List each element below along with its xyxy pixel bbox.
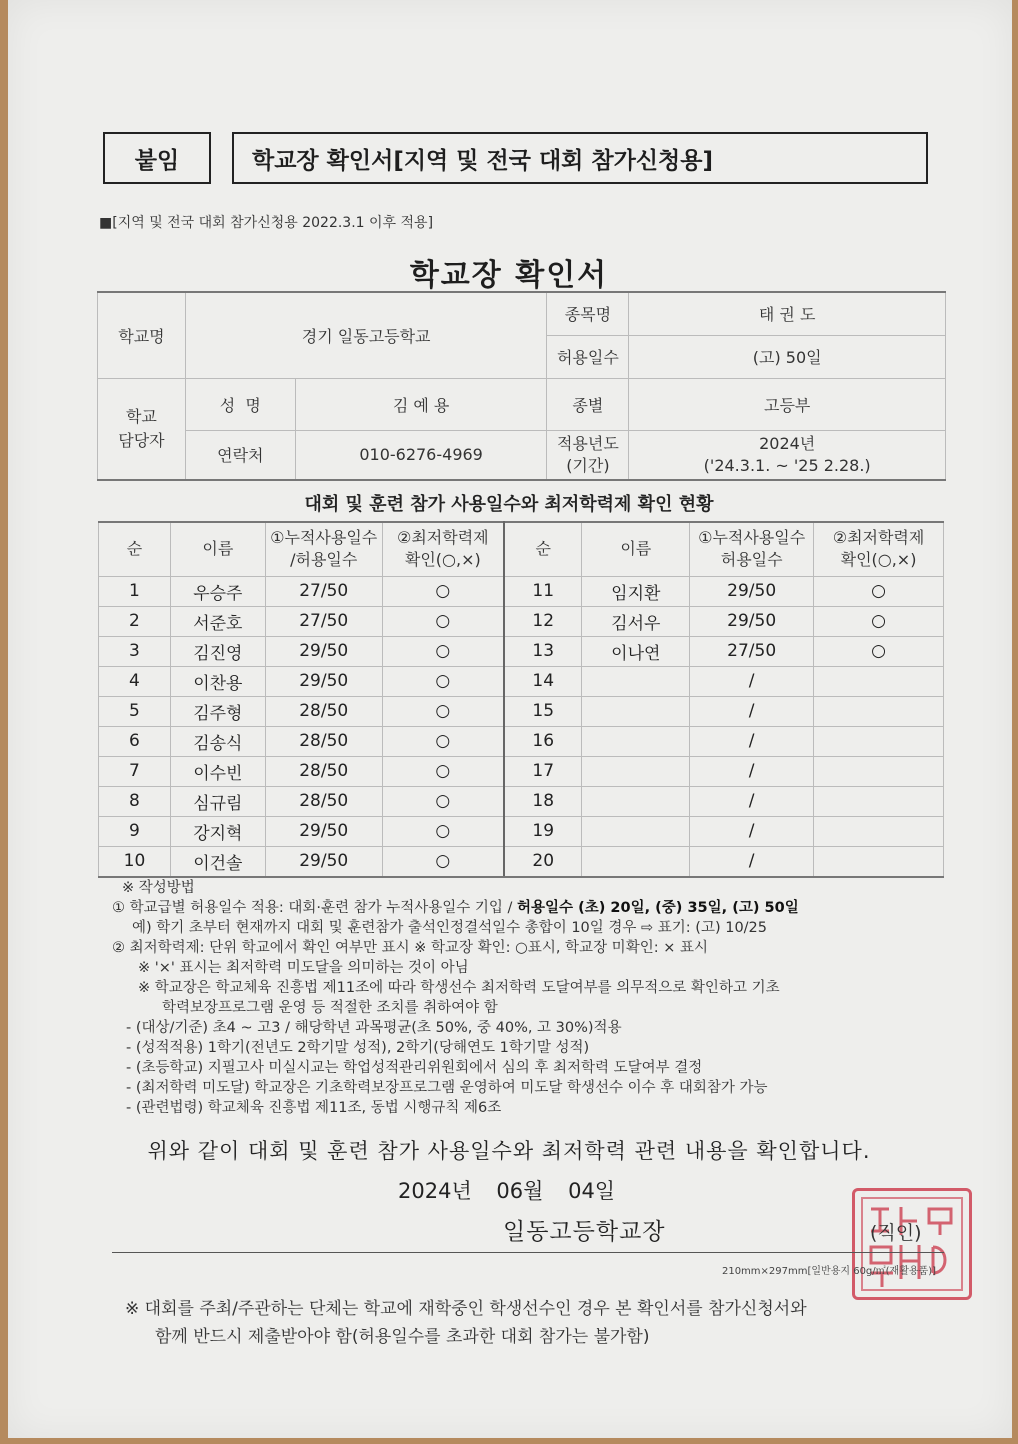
sport-value: 태 권 도: [629, 292, 946, 335]
table-row: [99, 696, 944, 726]
used-days-text: 27/50: [299, 611, 349, 631]
used-days: [265, 756, 382, 786]
row-number: [504, 726, 582, 756]
row-number: [99, 576, 171, 606]
row-number-text: 14: [532, 671, 555, 691]
student-name: [582, 636, 690, 666]
student-name: [582, 816, 690, 846]
detail-1: - (대상/기준) 초4 ~ 고3 / 해당학년 과목평균(초 50%, 중 40%, 고 30%)적용: [126, 1020, 622, 1036]
used-days: [690, 846, 814, 877]
student-name: [170, 816, 265, 846]
notes-heading: ※ 작성방법: [122, 880, 195, 896]
used-days-text: 27/50: [727, 641, 777, 661]
issue-date: 2024년 06월 04일: [398, 1179, 616, 1203]
used-days-text: /: [748, 761, 755, 781]
used-days: [265, 636, 382, 666]
used-days-text: 29/50: [299, 641, 349, 661]
header-no-left: 순: [99, 522, 171, 576]
student-name: [170, 576, 265, 606]
row-number: [504, 756, 582, 786]
min-academic-check: [814, 846, 944, 877]
division-label: 종별: [547, 378, 629, 430]
used-days: [690, 786, 814, 816]
circle-mark-icon: ○: [435, 851, 451, 871]
note-1-example: 예) 학기 초부터 현재까지 대회 및 훈련참가 출석인정결석일수 총합이 10일 경우 ⇨ 표기: (고) 10/25: [132, 920, 768, 936]
submission-footnote: [125, 1295, 807, 1351]
header-days-right: [690, 522, 814, 576]
min-academic-check: [814, 636, 944, 666]
student-name: [170, 726, 265, 756]
row-number: [99, 726, 171, 756]
circle-mark-icon: ○: [435, 791, 451, 811]
table-row: [99, 636, 944, 666]
used-days: [690, 756, 814, 786]
row-number: [99, 696, 171, 726]
contact-label: 연락처: [185, 430, 295, 480]
row-number: [504, 606, 582, 636]
used-days-text: 29/50: [299, 851, 349, 871]
used-days-text: 29/50: [727, 581, 777, 601]
footnote-line-1: ※ 대회를 주최/주관하는 단체는 학교에 재학중인 학생선수인 경우 본 확인서를 참가신청서와: [125, 1299, 807, 1319]
table-row: [99, 726, 944, 756]
student-name-text: 서준호: [193, 613, 243, 634]
table-row: [99, 756, 944, 786]
roster-section-title: 대회 및 훈련 참가 사용일수와 최저학력제 확인 현황: [304, 494, 714, 515]
min-academic-check: [814, 696, 944, 726]
used-days-text: 28/50: [299, 731, 349, 751]
row-number-text: 15: [532, 701, 555, 721]
student-name-text: 김진영: [193, 643, 243, 664]
circle-mark-icon: ○: [435, 641, 451, 661]
student-name: [582, 696, 690, 726]
row-number: [504, 696, 582, 726]
school-name-label: 학교명: [98, 292, 186, 378]
used-days: [690, 726, 814, 756]
student-name-text: 김주형: [193, 703, 243, 724]
school-info-table: [97, 291, 946, 481]
seal-glyph-pattern: [863, 1199, 963, 1291]
header-name-right: 이름: [582, 522, 690, 576]
min-academic-check: [382, 636, 504, 666]
row-number-text: 3: [129, 641, 140, 661]
used-days-text: /: [748, 821, 755, 841]
detail-2: - (성적적용) 1학기(전년도 2학기말 성적), 2학기(당해연도 1학기말 성적): [126, 1040, 590, 1056]
period-label-1: 적용년도: [556, 433, 619, 453]
row-number-text: 18: [532, 791, 555, 811]
student-name: [170, 666, 265, 696]
table-row: [99, 846, 944, 877]
used-days: [265, 726, 382, 756]
row-number-text: 4: [129, 671, 140, 691]
note-4b: 학력보장프로그램 운영 등 적절한 조치를 취하여야 함: [162, 1000, 498, 1016]
min-academic-check: [382, 816, 504, 846]
min-academic-check: [382, 576, 504, 606]
division-value: 고등부: [629, 378, 946, 430]
principal-signature: 일동고등학교장: [503, 1219, 666, 1245]
min-academic-check: [814, 726, 944, 756]
note-3: ※ '×' 표시는 최저학력 미도달을 의미하는 것이 아님: [138, 960, 469, 976]
student-name-text: 김송식: [193, 733, 243, 754]
header-days-right-1: ①누적사용일수: [698, 528, 806, 548]
detail-4: - (최저학력 미도달) 학교장은 기초학력보장프로그램 운영하여 미도달 학생선수 이수 후 대회참가 가능: [126, 1080, 768, 1096]
header-name-left: 이름: [170, 522, 265, 576]
student-name: [170, 846, 265, 877]
row-number-text: 19: [532, 821, 555, 841]
allowed-days-value: (고) 50일: [629, 335, 946, 378]
used-days: [690, 636, 814, 666]
table-row: [99, 816, 944, 846]
row-number: [504, 666, 582, 696]
student-name: [170, 606, 265, 636]
used-days: [690, 816, 814, 846]
used-days-text: 28/50: [299, 701, 349, 721]
row-number-text: 8: [129, 791, 140, 811]
min-academic-check: [382, 786, 504, 816]
min-academic-check: [814, 666, 944, 696]
min-academic-check: [814, 786, 944, 816]
student-name-text: 우승주: [193, 583, 243, 604]
student-name-text: 이찬용: [193, 673, 243, 694]
circle-mark-icon: ○: [435, 581, 451, 601]
used-days-text: 27/50: [299, 581, 349, 601]
table-row: [99, 606, 944, 636]
student-name-text: 심규림: [193, 793, 243, 814]
student-name: [582, 756, 690, 786]
note-4a: ※ 학교장은 학교체육 진흥법 제11조에 따라 학생선수 최저학력 도달여부를 의무적으로 확인하고 기초: [138, 980, 780, 996]
min-academic-check: [382, 756, 504, 786]
used-days: [690, 606, 814, 636]
period-label: [547, 430, 629, 480]
min-academic-check: [382, 846, 504, 877]
header-check-right-2: 확인(○,×): [840, 550, 917, 570]
circle-mark-icon: ○: [435, 821, 451, 841]
student-name-text: 강지혁: [193, 823, 243, 844]
circle-mark-icon: ○: [435, 611, 451, 631]
student-name-text: 이건솔: [193, 853, 243, 874]
used-days-text: 28/50: [299, 761, 349, 781]
period-value: [629, 430, 946, 480]
circle-mark-icon: ○: [871, 581, 886, 601]
header-days-left-1: ①누적사용일수: [270, 528, 378, 548]
seal-label: (직인): [870, 1222, 922, 1244]
row-number: [99, 606, 171, 636]
row-number: [99, 636, 171, 666]
used-days: [265, 786, 382, 816]
row-number: [504, 576, 582, 606]
used-days-text: 29/50: [727, 611, 777, 631]
header-check-left-2: 확인(○,×): [404, 550, 481, 570]
used-days-text: /: [748, 791, 755, 811]
period-range: ('24.3.1. ~ '25 2.28.): [703, 455, 871, 475]
detail-5: - (관련법령) 학교체육 진흥법 제11조, 동법 시행규칙 제6조: [126, 1100, 502, 1116]
circle-mark-icon: ○: [435, 761, 451, 781]
note-1-text: ① 학교급별 허용일수 적용: 대회·훈련 참가 누적사용일수 기입 /: [112, 900, 518, 916]
allowed-days-label: 허용일수: [547, 335, 629, 378]
note-1: [112, 898, 952, 918]
student-name: [582, 666, 690, 696]
header-check-left-1: ②최저학력제: [397, 528, 489, 548]
student-name: [582, 726, 690, 756]
row-number: [99, 846, 171, 877]
used-days: [265, 696, 382, 726]
row-number-text: 12: [532, 611, 555, 631]
used-days: [265, 666, 382, 696]
min-academic-check: [382, 696, 504, 726]
roster-table: [98, 521, 944, 878]
attachment-tag: 붙임: [103, 132, 211, 184]
min-academic-check: [814, 606, 944, 636]
student-name-text: 김서우: [611, 613, 661, 634]
header-days-right-2: 허용일수: [720, 550, 783, 570]
student-name: [170, 696, 265, 726]
period-year: 2024년: [759, 433, 816, 453]
header-days-left-2: /허용일수: [290, 550, 358, 570]
used-days: [265, 606, 382, 636]
used-days: [265, 816, 382, 846]
row-number-text: 2: [129, 611, 140, 631]
sport-label: 종목명: [547, 292, 629, 335]
confirmation-statement: 위와 같이 대회 및 훈련 참가 사용일수와 최저학력 관련 내용을 확인합니다.: [147, 1139, 871, 1163]
row-number-text: 7: [129, 761, 140, 781]
row-number: [99, 756, 171, 786]
min-academic-check: [382, 606, 504, 636]
student-name-text: 임지환: [611, 583, 661, 604]
applicability-note: ■[지역 및 전국 대회 참가신청용 2022.3.1 이후 적용]: [99, 215, 434, 231]
student-name: [582, 606, 690, 636]
used-days-text: 28/50: [299, 791, 349, 811]
row-number-text: 11: [532, 581, 555, 601]
student-name-text: 이수빈: [193, 763, 243, 784]
manager-label: 학교 담당자: [98, 378, 186, 480]
detail-3: - (초등학교) 지필고사 미실시교는 학업성적관리위원회에서 심의 후 최저학력 도달여부 결정: [126, 1060, 703, 1076]
used-days-text: 29/50: [299, 821, 349, 841]
min-academic-check: [382, 726, 504, 756]
student-name: [170, 786, 265, 816]
paper-spec: 210mm×297mm[일반용지 60g/㎡(재활용품)]: [721, 1266, 936, 1277]
row-number-text: 17: [532, 761, 555, 781]
row-number-text: 5: [129, 701, 140, 721]
circle-mark-icon: ○: [871, 611, 886, 631]
circle-mark-icon: ○: [435, 671, 451, 691]
header-check-right-1: ②최저학력제: [832, 528, 925, 548]
used-days: [265, 576, 382, 606]
header-check-right: [814, 522, 944, 576]
row-number-text: 10: [123, 851, 146, 871]
contact-value: 010-6276-4969: [295, 430, 547, 480]
used-days: [690, 696, 814, 726]
student-name: [582, 576, 690, 606]
note-1-allowed-days: 허용일수 (초) 20일, (중) 35일, (고) 50일: [517, 900, 799, 916]
row-number-text: 9: [129, 821, 140, 841]
row-number-text: 1: [129, 581, 140, 601]
row-number: [504, 786, 582, 816]
row-number: [504, 636, 582, 666]
row-number: [504, 846, 582, 877]
row-number: [99, 786, 171, 816]
used-days-text: /: [748, 851, 755, 871]
used-days-text: 29/50: [299, 671, 349, 691]
header-no-right: 순: [504, 522, 582, 576]
header-check-left: [382, 522, 504, 576]
min-academic-check: [814, 576, 944, 606]
used-days-text: /: [748, 671, 755, 691]
circle-mark-icon: ○: [435, 701, 451, 721]
used-days-text: /: [748, 731, 755, 751]
min-academic-check: [814, 756, 944, 786]
student-name: [582, 846, 690, 877]
student-name-text: 이나연: [611, 643, 661, 664]
divider-line: [112, 1252, 944, 1253]
row-number-text: 20: [532, 851, 555, 871]
manager-name-label: 성 명: [185, 378, 295, 430]
min-academic-check: [814, 816, 944, 846]
table-row: [99, 786, 944, 816]
row-number: [99, 816, 171, 846]
used-days: [265, 846, 382, 877]
manager-name-value: 김 예 용: [295, 378, 547, 430]
table-row: [99, 666, 944, 696]
footnote-line-2: 함께 반드시 제출받아야 함(허용일수를 초과한 대회 참가는 불가함): [155, 1327, 650, 1347]
writing-instructions: [112, 878, 952, 1118]
table-row: [99, 576, 944, 606]
row-number-text: 13: [532, 641, 555, 661]
header-days-left: [265, 522, 382, 576]
student-name: [170, 756, 265, 786]
note-2: ② 최저학력제: 단위 학교에서 확인 여부만 표시 ※ 학교장 확인: ○표시, 학교장 미확인: × 표시: [112, 940, 708, 956]
row-number: [99, 666, 171, 696]
row-number: [504, 816, 582, 846]
used-days: [690, 666, 814, 696]
circle-mark-icon: ○: [435, 731, 451, 751]
header-title: 학교장 확인서[지역 및 전국 대회 참가신청용]: [232, 132, 928, 184]
school-name-value: 경기 일동고등학교: [185, 292, 547, 378]
min-academic-check: [382, 666, 504, 696]
used-days: [690, 576, 814, 606]
row-number-text: 16: [532, 731, 555, 751]
student-name: [582, 786, 690, 816]
document-title: 학교장 확인서: [409, 258, 609, 293]
period-label-2: (기간): [566, 455, 610, 475]
row-number-text: 6: [129, 731, 140, 751]
used-days-text: /: [748, 701, 755, 721]
circle-mark-icon: ○: [871, 641, 886, 661]
student-name: [170, 636, 265, 666]
